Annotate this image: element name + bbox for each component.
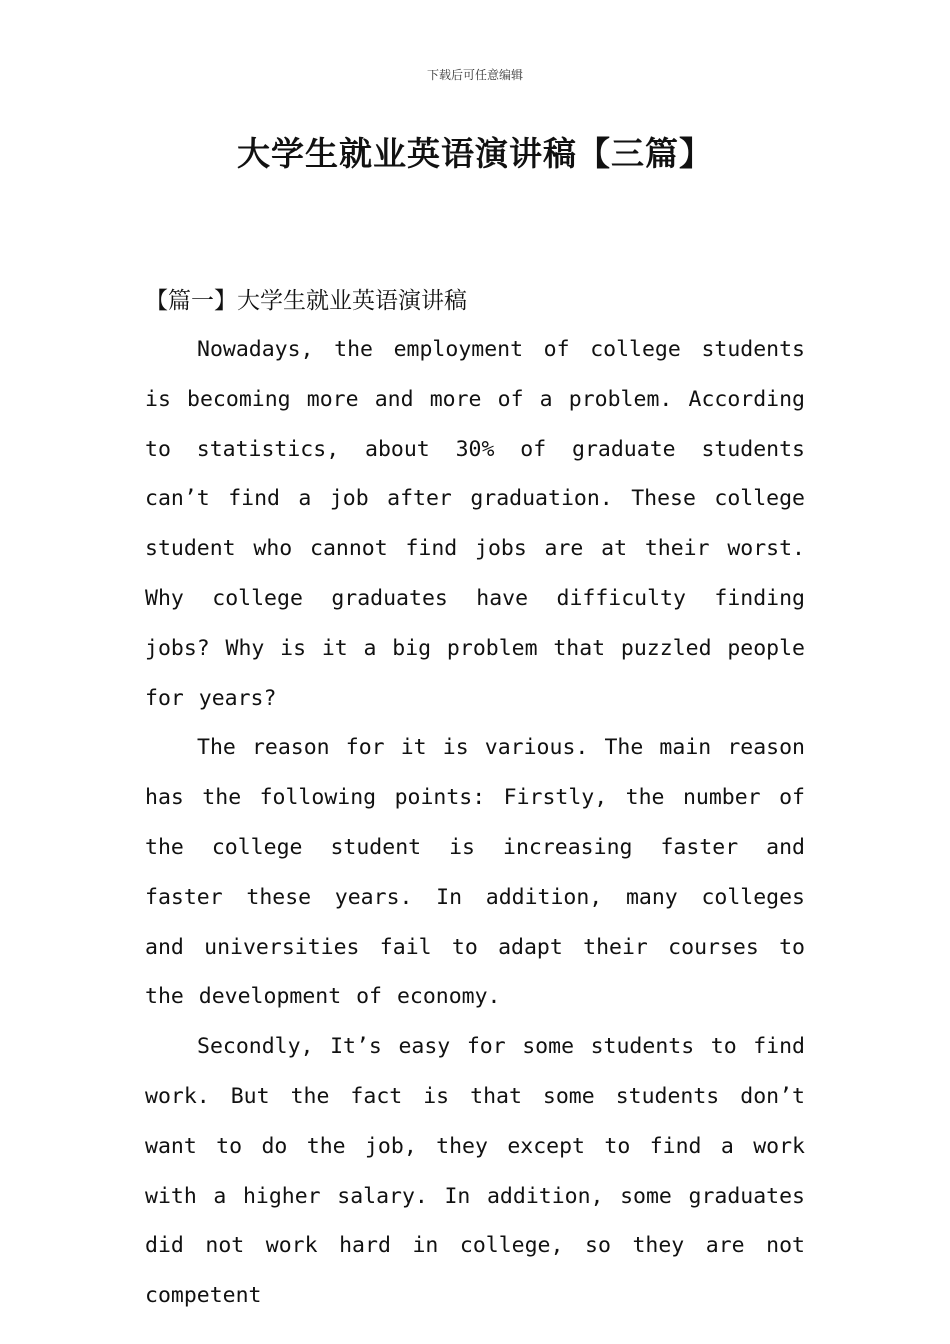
section-heading: 【篇一】大学生就业英语演讲稿 [145, 288, 467, 314]
document-title: 大学生就业英语演讲稿【三篇】 [237, 134, 713, 173]
paragraph-1: Nowadays, the employment of college students is becoming more and more of a problem. According to statistics, about 30% of graduate students can’t find a job after graduation. These college student who cannot find jobs are at their worst. Why college graduates have difficulty finding jobs? Why is it a big problem that puzzled people for years? [145, 337, 805, 711]
body-text [145, 325, 805, 1321]
header-note: 下载后可任意编辑 [426, 68, 523, 82]
paragraph-3: Secondly, It’s easy for some students to find work. But the fact is that some students don’t want to do the job, they except to find a work with a higher salary. In addition, some graduates did not work hard in college, so they are not competent [145, 1034, 805, 1309]
paragraph-2: The reason for it is various. The main reason has the following points: Firstly, the number of the college student is increasing faster and faster these years. In addition, many colleges and universities fail to adapt their courses to the development of economy. [145, 735, 805, 1010]
